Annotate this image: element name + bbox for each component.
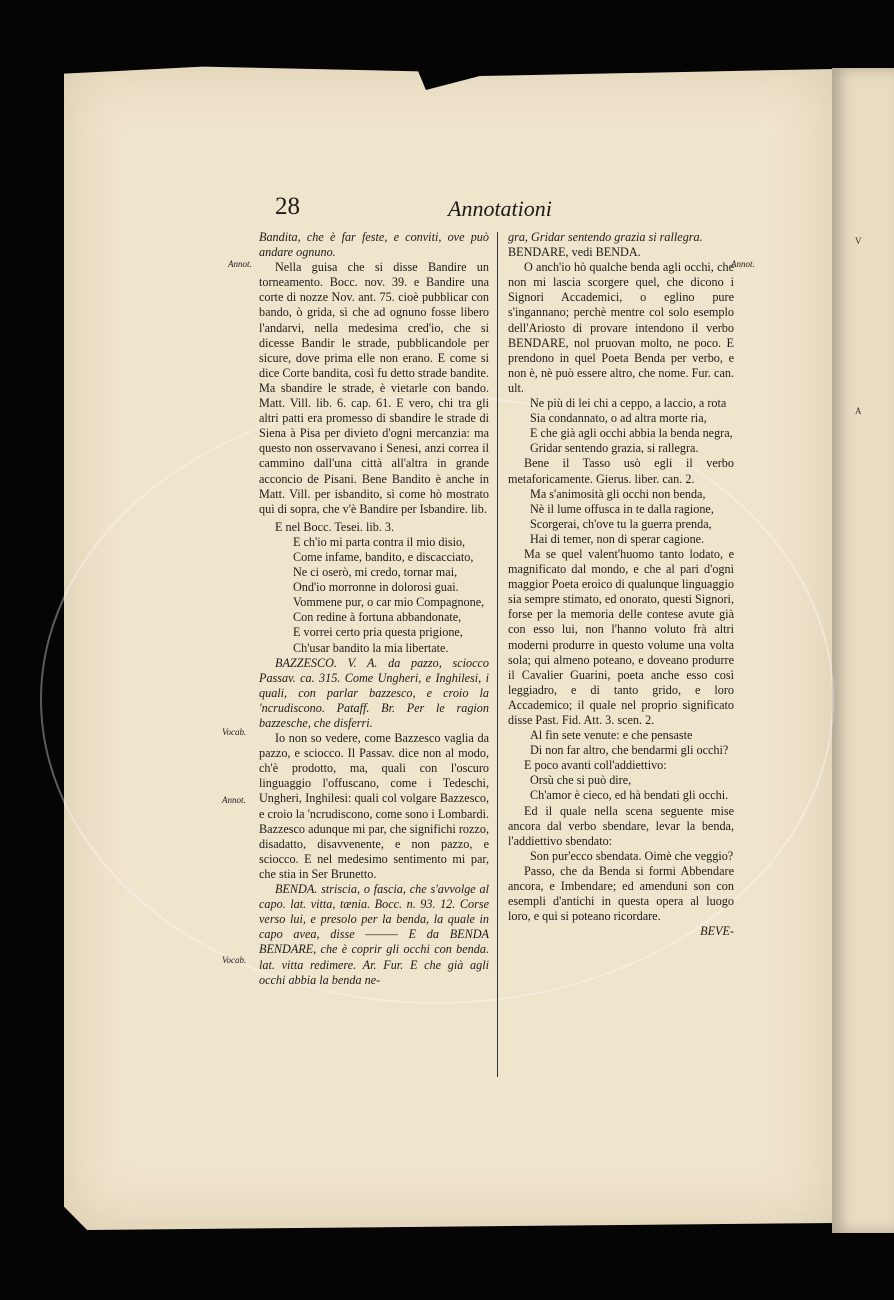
verse-line: Ch'usar bandito la mia libertate. — [293, 640, 449, 655]
verse-line: Di non far altro, che bendarmi gli occhi? — [530, 743, 729, 758]
paragraph: E poco avanti coll'addiettivo: — [524, 758, 667, 773]
facing-page-edge — [832, 68, 894, 1233]
paragraph: E nel Bocc. Tesei. lib. 3. — [275, 519, 395, 534]
margin-note-annot: Annot. — [222, 795, 246, 805]
paragraph: Bandita, che è far feste, e conviti, ove può andare ognuno. — [259, 230, 489, 260]
verse-line: Scorgerai, ch'ove tu la guerra prenda, — [530, 516, 712, 531]
paragraph: Bene il Tasso usò egli il verbo metaforicamente. Gierus. liber. can. 2. — [508, 456, 734, 486]
verse-line: E ch'io mi parta contra il mio disio, — [293, 534, 466, 549]
verse-line: Al fin sete venute: e che pensaste — [530, 728, 693, 743]
running-head: Annotationi — [448, 196, 552, 221]
margin-note-annot: Annot. — [731, 259, 755, 269]
verse-line: Son pur'ecco sbendata. Oimè che veggio? — [530, 848, 734, 863]
verse-line: E che già agli occhi abbia la benda negra, — [530, 426, 733, 441]
margin-note-annot: Annot. — [228, 259, 252, 269]
verse-line: Come infame, bandito, e discacciato, — [293, 549, 474, 564]
paragraph: gra, Gridar sentendo grazia si rallegra. — [508, 230, 703, 244]
verse-line: Ne ci oserò, mi credo, tornar mai, — [293, 565, 458, 580]
facing-page-fragment: A — [855, 406, 862, 416]
column-rule — [497, 232, 498, 1077]
paragraph: O anch'io hò qualche benda agli occhi, che non mi lascia scorgere quel, che dicono i Signori Accademici, o eglino pure s'ingannano; perchè mentre col solo esemplo dell'Ariosto di provare intendono il verbo BENDARE, nol pruovan molto, ne poco. E prendono in quel Poeta Benda per verbo, e non è, nè può essere altro, che nome. Fur. can. ult. — [508, 260, 734, 395]
verse-line: Orsù che si può dire, — [530, 773, 632, 788]
verse-line: Ch'amor è cieco, ed hà bendati gli occhi. — [530, 788, 729, 803]
verse-line: E vorrei certo pria questa prigione, — [293, 625, 463, 640]
verse-line: Ma s'animosità gli occhi non benda, — [530, 486, 706, 501]
verse-line: Con redine à fortuna abbandonate, — [293, 610, 462, 625]
verse-line: Vommene pur, o car mio Compagnone, — [293, 595, 485, 610]
page-number: 28 — [275, 193, 300, 220]
paragraph: Nella guisa che si disse Bandire un torneamento. Bocc. nov. 39. e Bandire una corte di nozze Nov. ant. 75. cioè pubblicar con bando, ò grida, sì che ad ognuno fosse libero l'andarvi, nella medesima cred'io, che si dicesse Bandir le strade, pubblicandole per sicure, dove prima elle non erano. E come si dice Corte bandita, così fu detto strade bandite. Ma sbandire le strade, è vietarle con bando. Matt. Vill. lib. 6. cap. 61. E vero, chi tra gli altri patti era promesso di sbandire le strade di Siena à Pisa per divieto d'ogni mercanzia: ma questo non osservavano i Senesi, anzi correa il cammino dall'una città all'altra in grande acconcio de Pisani. Bene Bandito è anche in Matt. Vill. per isbandito, sì come hò mostrato qui di sopra, che v'è Bandire per Isbandire. lib. — [259, 260, 489, 516]
entry-heading: BENDARE, vedi BENDA. — [508, 245, 641, 260]
verse-line: Hai di temer, non di sperar cagione. — [530, 531, 705, 546]
page-header — [270, 193, 560, 227]
paragraph: Ma se quel valent'huomo tanto lodato, e magnificato dal mondo, e che al pari d'ogni maggior Poeta eroico di qualunque linguaggio sia sempre stimato, ed onorato, questi Signori, forse per la memoria delle contese avute già con esso lui, non l'hanno voluto frà altri moderni produrre in questo volume una volta sola; qui almeno poteano, e doveano produrre il Cavalier Guarini, poeta anche esso così leggiadro, e di tanto grido, e loro Accademico; il quale nel proprio significato disse Past. Fid. Att. 3. scen. 2. — [508, 546, 734, 727]
verse-line: Gridar sentendo grazia, si rallegra. — [530, 441, 699, 456]
paragraph: Ed il quale nella scena seguente mise ancora dal verbo sbendare, levar la benda, l'addiettivo sbendato: — [508, 803, 734, 848]
facing-page-fragment: V — [855, 236, 862, 246]
left-column — [259, 230, 489, 988]
verse-line: Nè il lume offusca in te dalla ragione, — [530, 501, 714, 516]
margin-note-vocab: Vocab. — [222, 955, 247, 965]
verse-line: Ne più di lei chi a ceppo, a laccio, a rota — [530, 396, 727, 411]
annotation-bazzesco: Io non so vedere, come Bazzesco vaglia da pazzo, e sciocco. Il Passav. dice non al modo, ch'è prodotto, ma, quali con l'oscuro linguaggio l'offuscano, come i Tedeschi, Ungheri, Inghilesi: quali col volgare Bazzesco, e croio la 'ncrudiscono, come sono i Lombardi. Bazzesco adunque mi par, che significhi rozzo, disadatto, disavvenente, e non pazzo, e sciocco. E nel medesimo sentimento mi par, che stia in Ser Brunetto. — [259, 731, 489, 881]
margin-note-vocab: Vocab. — [222, 727, 247, 737]
verse-line: Ond'io morronne in dolorosi guai. — [293, 580, 459, 595]
vocab-entry-benda: BENDA. striscia, o fascia, che s'avvolge al capo. lat. vitta, tænia. Bocc. n. 93. 12. Corse verso lui, e presolo per la benda, la quale in capo avea, disse ——— E da BENDA BENDARE, che è coprir gli occhi con benda. lat. vitta redimere. Ar. Fur. E che già agli occhi abbia la benda ne- — [259, 882, 489, 987]
right-column — [508, 230, 734, 939]
verse-line: Sia condannato, o ad altra morte ria, — [530, 411, 707, 426]
vocab-entry-bazzesco: BAZZESCO. V. A. da pazzo, sciocco Passav. ca. 315. Come Ungheri, e Inghilesi, i quali, con parlar bazzesco, e croio la 'ncrudiscono. Pataff. Br. Per le ragion bazzesche, che disferri. — [259, 655, 489, 730]
catchword: BEVE- — [700, 924, 734, 939]
paragraph: Passo, che da Benda si formi Abbendare ancora, e Imbendare; ed amenduni son con esempli d'antichi in questa opera al luogo loro, e qui si poteano ricordare. — [508, 863, 734, 924]
